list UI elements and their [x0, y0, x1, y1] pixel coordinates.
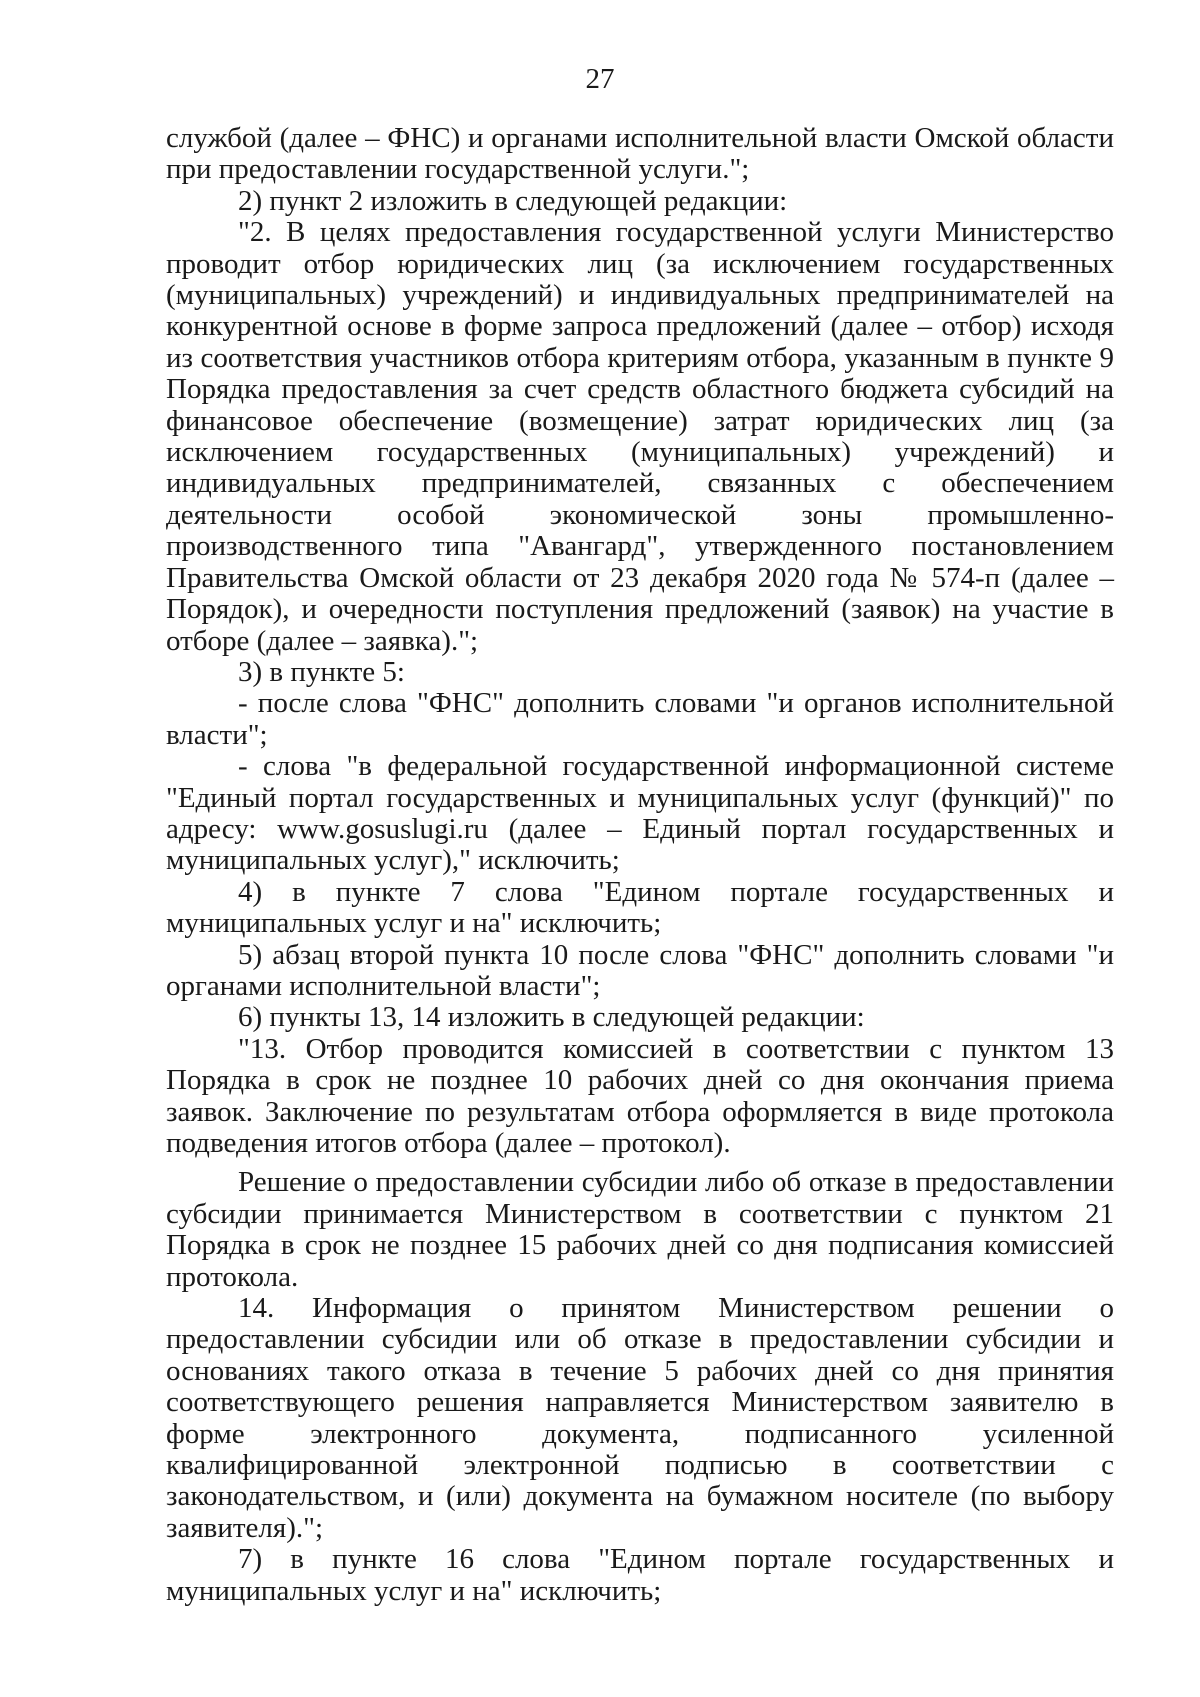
- paragraph: Решение о предоставлении субсидии либо об отказе в предоставлении субсидии принимается Министерством в соответствии с пунктом 21 Порядка в срок не позднее 15 рабочих дней со дня подписания комиссией протокола.: [166, 1166, 1114, 1293]
- paragraph: - после слова "ФНС" дополнить словами "и органов исполнительной власти";: [166, 687, 1114, 751]
- paragraph: 5) абзац второй пункта 10 после слова "ФНС" дополнить словами "и органами исполнительной власти";: [166, 938, 1114, 1002]
- page-number: 27: [585, 63, 615, 95]
- paragraph: 14. Информация о принятом Министерством решении о предоставлении субсидии или об отказе в предоставлении субсидии и основаниях такого отказа в течение 5 рабочих дней со дня принятия соответствующего решения направляется Министерством заявителю в форме электронного документа, подписанного усиленной квалифицированной электронной подписью в соответствии с законодательством, и (или) документа на бумажном носителе (по выбору заявителя).";: [166, 1292, 1114, 1544]
- document-body: [166, 123, 1114, 1607]
- paragraph: - слова "в федеральной государственной информационной системе "Единый портал государственных и муниципальных услуг (функций)" по адресу: www.gosuslugi.ru (далее – Единый портал государственных и муниципальных услуг)," исключить;: [166, 750, 1114, 877]
- paragraph: 3) в пункте 5:: [238, 655, 405, 688]
- paragraph: 2) пункт 2 изложить в следующей редакции:: [238, 184, 788, 217]
- paragraph: 7) в пункте 16 слова "Едином портале государственных и муниципальных услуг и на" исключить;: [166, 1543, 1114, 1607]
- paragraph: службой (далее – ФНС) и органами исполнительной власти Омской области при предоставлении государственной услуги.";: [166, 122, 1114, 186]
- paragraph: "2. В целях предоставления государственной услуги Министерство проводит отбор юридических лиц (за исключением государственных (муниципальных) учреждений) и индивидуальных предпринимателей на конкурентной основе в форме запроса предложений (далее – отбор) исходя из соответствия участников отбора критериям отбора, указанным в пункте 9 Порядка предоставления за счет средств областного бюджета субсидий на финансовое обеспечение (возмещение) затрат юридических лиц (за исключением государственных (муниципальных) учреждений) и индивидуальных предпринимателей, связанных с обеспечением деятельности особой экономической зоны промышленно-производственного типа "Авангард", утвержденного постановлением Правительства Омской области от 23 декабря 2020 года № 574-п (далее – Порядок), и очередности поступления предложений (заявок) на участие в отборе (далее – заявка).";: [166, 216, 1114, 657]
- paragraph: "13. Отбор проводится комиссией в соответствии с пунктом 13 Порядка в срок не позднее 10 рабочих дней со дня окончания приема заявок. Заключение по результатам отбора оформляется в виде протокола подведения итогов отбора (далее – протокол).: [166, 1032, 1114, 1159]
- paragraph: 6) пункты 13, 14 изложить в следующей редакции:: [238, 1001, 865, 1034]
- paragraph: 4) в пункте 7 слова "Едином портале государственных и муниципальных услуг и на" исключить;: [166, 875, 1114, 940]
